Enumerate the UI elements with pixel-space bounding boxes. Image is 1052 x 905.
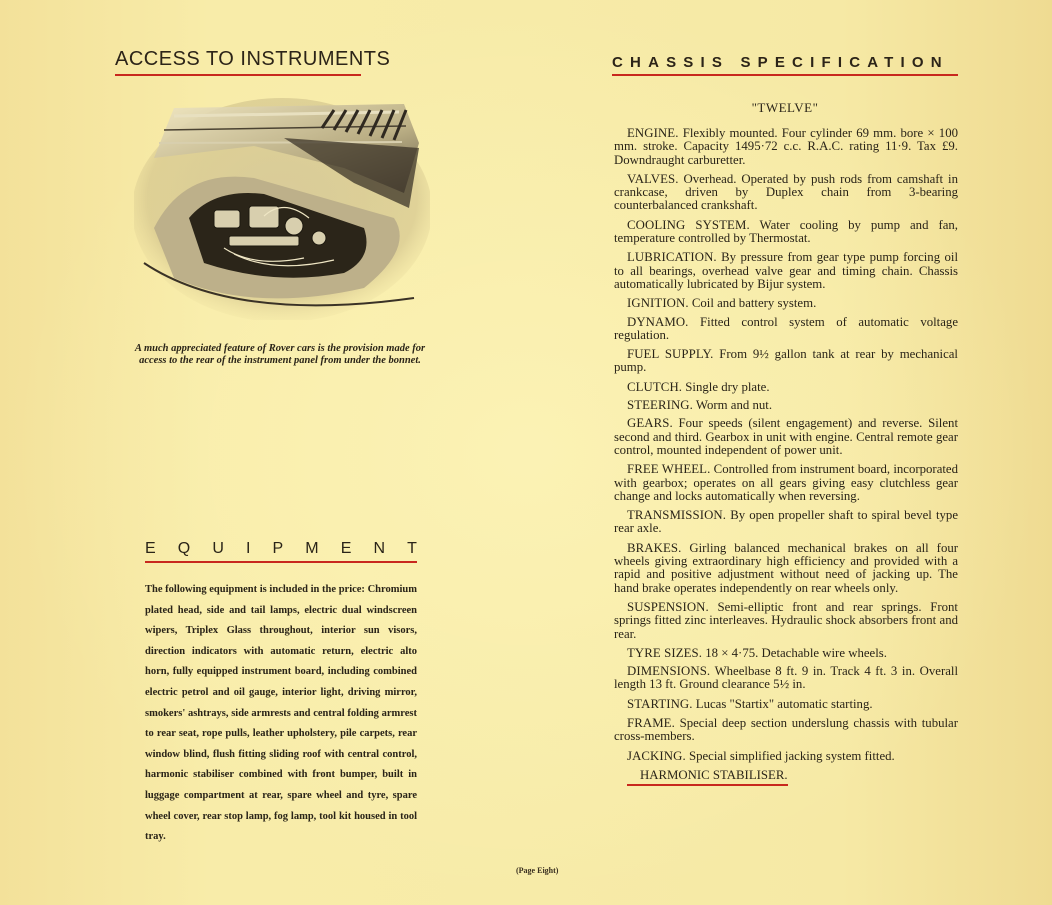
spec-label: COOLING SYSTEM. bbox=[627, 217, 750, 232]
spec-item bbox=[614, 509, 958, 536]
spec-text: Fitted control system of automatic voltage regulation. bbox=[614, 314, 958, 342]
spec-label: GEARS. bbox=[627, 416, 673, 431]
illustration-caption: A much appreciated feature of Rover cars is the provision made for access to the rear of the instrument panel from under the bonnet. bbox=[134, 343, 426, 366]
spec-label: SUSPENSION. bbox=[627, 599, 709, 614]
spec-item bbox=[614, 698, 958, 711]
spec-text: By pressure from gear type pump forcing oil to all bearings, overhead valve gear and timing chain. Chassis automatically lubricated by Bijur system. bbox=[614, 250, 958, 291]
spec-label: ENGINE. bbox=[627, 126, 679, 140]
model-name: "TWELVE" bbox=[751, 100, 819, 115]
spec-text: 18 × 4·75. Detachable wire wheels. bbox=[705, 645, 887, 660]
spec-text: Coil and battery system. bbox=[691, 296, 817, 311]
equipment-heading-letter: Q bbox=[177, 540, 191, 557]
spec-label: JACKING. bbox=[627, 748, 686, 763]
spec-item bbox=[614, 348, 958, 375]
spec-text: Water cooling by pump and fan, temperature controlled by Thermostat. bbox=[614, 217, 959, 246]
spec-text: Worm and nut. bbox=[695, 398, 773, 413]
spec-item bbox=[614, 647, 958, 660]
spec-label: FUEL SUPPLY. bbox=[627, 347, 714, 362]
spec-list bbox=[614, 127, 958, 792]
spec-label: TRANSMISSION. bbox=[627, 508, 727, 523]
spec-text: Semi-elliptic front and rear springs. Front springs fitted zinc interleaves. Hydraulic shock absorbers front and rear. bbox=[614, 599, 958, 641]
spec-item bbox=[614, 316, 958, 343]
spec-item bbox=[614, 463, 958, 503]
spec-item bbox=[614, 173, 958, 213]
spec-label: DYNAMO. bbox=[627, 314, 689, 329]
spec-text: Lucas "Startix" automatic starting. bbox=[695, 696, 873, 711]
equipment-text: The following equipment is included in the price: Chromium plated head, side and tail lamps, electric dual windscreen wipers, Triplex Glass throughout, interior sun visors, direction indicators with automatic return, electric alto horn, fully equipped instrument board, including combined electric petrol and oil gauge, interior light, driving mirror, smokers' ashtrays, side armrests and central folding armrest to rear seat, rope pulls, leather upholstery, pile carpets, rear window blind, flush fitting sliding roof with central control, harmonic stabiliser combined with front bumper, built in luggage compartment at rear, spare wheel and tyre, spare wheel cover, rear stop lamp, fog lamp, tool kit housed in tool tray. bbox=[145, 584, 417, 843]
access-to-instruments-heading: ACCESS TO INSTRUMENTS bbox=[115, 48, 361, 76]
spec-label: CLUTCH. bbox=[627, 379, 683, 394]
spec-item bbox=[614, 601, 958, 641]
spec-text: By open propeller shaft to spiral bevel type rear axle. bbox=[614, 508, 958, 536]
spec-item bbox=[614, 251, 958, 291]
spec-item bbox=[614, 219, 958, 246]
spec-item bbox=[614, 717, 958, 744]
spec-label: STARTING. bbox=[627, 696, 693, 711]
harmonic-stabiliser-heading: HARMONIC STABILISER. bbox=[627, 769, 788, 786]
spec-label: STEERING. bbox=[627, 398, 693, 413]
equipment-heading-letter: E bbox=[145, 540, 156, 557]
spec-text: Single dry plate. bbox=[685, 379, 770, 394]
spec-item bbox=[614, 542, 958, 595]
spec-item bbox=[614, 417, 958, 457]
spec-item bbox=[614, 665, 958, 692]
spec-text: From 9½ gallon tank at rear by mechanical pump. bbox=[614, 347, 958, 375]
spec-label: DIMENSIONS. bbox=[627, 664, 711, 679]
spec-item bbox=[614, 297, 958, 310]
spec-text: Special deep section underslung chassis with tubular cross-members. bbox=[614, 715, 958, 744]
spec-text: Flexibly mounted. Four cylinder 69 mm. bore × 100 mm. stroke. Capacity 1495·72 c.c. R.A.C. rating 11·9. Tax £9. Downdraught carburetter. bbox=[614, 126, 958, 167]
equipment-heading-letter: N bbox=[373, 540, 386, 557]
page-number: (Page Eight) bbox=[516, 866, 559, 875]
spec-text: Four speeds (silent engagement) and reverse. Silent second and third. Gearbox in unit with engine. Central remote gear control, mounted independent of power unit. bbox=[614, 416, 958, 457]
spec-item bbox=[614, 127, 958, 167]
equipment-heading-letter: M bbox=[305, 540, 319, 557]
spec-item bbox=[614, 750, 958, 763]
spec-label: FREE WHEEL. bbox=[627, 462, 711, 477]
spec-label: IGNITION. bbox=[627, 296, 689, 311]
spec-label: BRAKES. bbox=[627, 540, 682, 555]
spec-item bbox=[614, 769, 958, 786]
spec-text: Special simplified jacking system fitted. bbox=[688, 748, 895, 763]
spec-item bbox=[614, 399, 958, 412]
spec-item bbox=[614, 381, 958, 394]
chassis-specification-heading: CHASSIS SPECIFICATION bbox=[612, 54, 958, 76]
equipment-heading bbox=[145, 540, 417, 563]
spec-label: VALVES. bbox=[627, 171, 679, 186]
equipment-heading-letter: T bbox=[407, 540, 417, 557]
spec-text: Wheelbase 8 ft. 9 in. Track 4 ft. 3 in. Overall length 13 ft. Ground clearance 5½ in. bbox=[614, 664, 958, 692]
spec-text: Girling balanced mechanical brakes on all four wheels giving extraordinary high efficiency and provided with a rapid and positive adjustment without need of jacking up. The hand brake operates independently on rear wheels only. bbox=[614, 540, 959, 595]
spec-label: TYRE SIZES. bbox=[627, 645, 703, 660]
equipment-heading-letter: P bbox=[272, 540, 284, 557]
equipment-heading-letter: I bbox=[245, 540, 251, 557]
spec-text: Controlled from instrument board, incorporated with gearbox; operates on all gears giving easy clutchless gear change and locks automatically when reversing. bbox=[614, 462, 959, 503]
spec-label: FRAME. bbox=[627, 715, 675, 730]
instrument-access-illustration bbox=[134, 98, 430, 320]
equipment-heading-letter: U bbox=[212, 540, 224, 557]
spec-text: Overhead. Operated by push rods from camshaft in crankcase, driven by Duplex chain from 3-bearing counterbalanced crankshaft. bbox=[614, 171, 958, 213]
equipment-heading-letter: E bbox=[340, 540, 352, 557]
spec-label: LUBRICATION. bbox=[627, 250, 717, 265]
